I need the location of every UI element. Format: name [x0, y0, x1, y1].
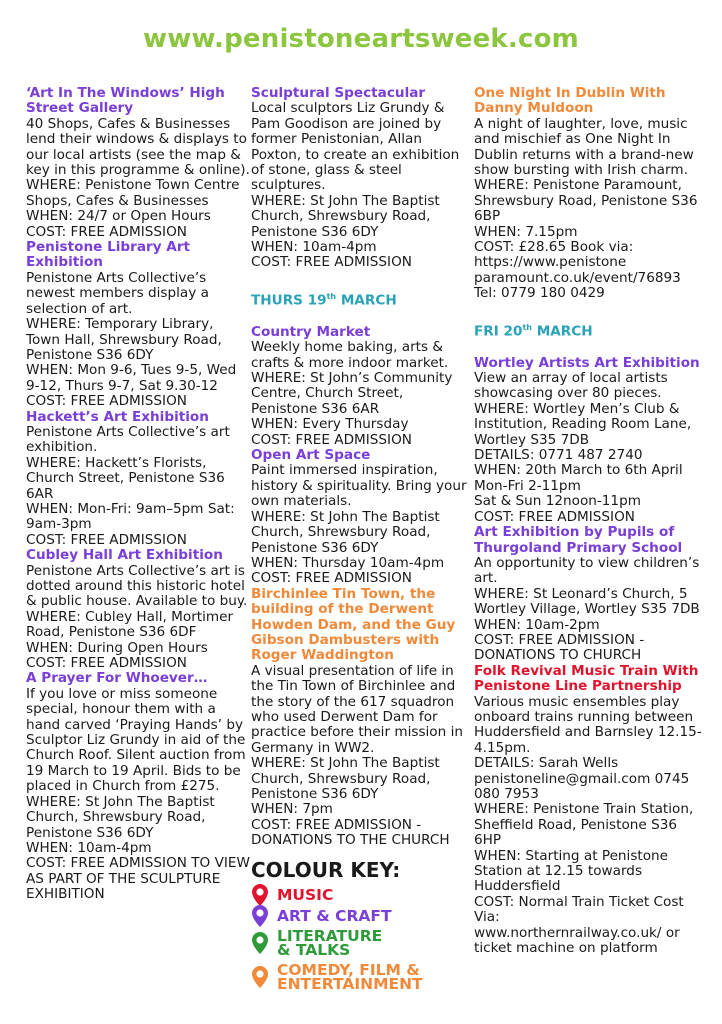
event-detail-line: A night of laughter, love, music and mischief as One Night In Dublin returns with a brand-new show bursting with Irish charm. — [474, 115, 694, 179]
event-title: Birchinlee Tin Town, the building of the Derwent Howden Dam, and the Guy Gibson Dambusters with Roger Waddington — [251, 585, 456, 664]
event-detail-line: A visual presentation of life in the Tin Town of Birchinlee and the story of the 617 squadron who used Derwent Dam for practice before their mission in Germany in WW2. — [251, 662, 463, 756]
key-label-line: COMEDY, FILM & — [277, 961, 420, 980]
key-label-line: & TALKS — [277, 941, 351, 960]
event-block — [26, 240, 250, 409]
event-title: Sculptural Spectacular — [251, 85, 426, 101]
key-label: ART & CRAFT — [277, 906, 392, 925]
event-detail-line: WHEN: 20th March to 6th April Mon-Fri 2-11pm — [474, 462, 683, 494]
event-detail-line: COST: FREE ADMISSION — [251, 570, 412, 587]
key-item-art-craft — [251, 905, 473, 926]
event-block — [26, 671, 250, 902]
event-detail-line: WHERE: Temporary Library, Town Hall, Shrewsbury Road, Penistone S36 6DY — [26, 316, 222, 363]
event-detail-line: WHEN: 7.15pm — [474, 223, 578, 240]
day-heading-friday — [474, 320, 706, 340]
event-detail-line: WHEN: 7pm — [251, 801, 333, 818]
colour-key — [251, 884, 473, 994]
key-label: MUSIC — [277, 885, 334, 904]
event-block — [474, 86, 706, 302]
event-title: Hackett’s Art Exhibition — [26, 408, 209, 425]
event-detail-line: DETAILS: 0771 487 2740 — [474, 447, 643, 464]
column-middle — [251, 86, 473, 994]
event-detail-line: WHERE: St John The Baptist Church, Shrewsbury Road, Penistone S36 6DY — [251, 508, 440, 556]
event-title: Art Exhibition by Pupils of Thurgoland Primary School — [474, 524, 683, 556]
event-detail-line: View an array of local artists showcasing over 80 pieces. — [474, 370, 668, 402]
event-detail-line: WHERE: Penistone Town Centre Shops, Cafes & Businesses — [26, 177, 240, 209]
event-detail-line: COST: FREE ADMISSION - DONATIONS TO THE CHURCH — [251, 816, 450, 849]
column-right — [474, 86, 706, 956]
event-title: Country Market — [251, 323, 371, 340]
event-detail-line: WHEN: Starting at Penistone Station at 12.15 towards Huddersfield — [474, 847, 669, 895]
event-detail-line: Sat & Sun 12noon-11pm — [474, 493, 641, 510]
colour-key-title: COLOUR KEY: — [251, 857, 401, 882]
key-label — [277, 927, 383, 960]
event-title: Folk Revival Music Train With Penistone Line Partnership — [474, 662, 699, 695]
event-title: A Prayer For Whoever… — [26, 670, 208, 687]
day-heading-thursday — [251, 289, 473, 309]
event-detail-line: 40 Shops, Cafes & Businesses lend their windows & displays to our local artists (see the map & key in this programme & online). — [26, 115, 250, 179]
event-detail-line: WHERE: Penistone Train Station, Sheffield Road, Penistone S36 6HP — [474, 801, 694, 849]
event-detail-line: WHERE: St John The Baptist Church, Shrewsbury Road, Penistone S36 6DY — [251, 755, 440, 802]
key-label — [277, 961, 423, 994]
site-url[interactable]: www.penistoneartsweek.com — [143, 24, 579, 54]
event-detail-line: WHEN: 10am-4pm — [251, 239, 377, 256]
day-heading-prefix: FRI 20 — [474, 323, 523, 340]
event-title: Cubley Hall Art Exhibition — [26, 547, 223, 564]
event-detail-line: COST: FREE ADMISSION — [26, 655, 187, 672]
event-title: One Night In Dublin With Danny Muldoon — [474, 85, 666, 117]
event-detail-line: COST: £28.65 Book via: https://www.penistone paramount.co.uk/event/76893 Tel: 0779 180 0429 — [474, 239, 681, 302]
event-detail-line: www.northernrailway.co.uk/ or ticket machine on platform — [474, 924, 680, 957]
event-detail-line: WHEN: During Open Hours — [26, 639, 208, 656]
event-detail-line: WHEN: Mon-Fri: 9am–5pm Sat: 9am-3pm — [26, 500, 235, 533]
event-detail-line: WHEN: 10am-4pm — [26, 839, 152, 856]
event-detail-line: WHERE: St John’s Community Centre, Church Street, Penistone S36 6AR — [251, 370, 453, 417]
map-pin-icon — [251, 904, 269, 928]
event-detail-line: COST: Normal Train Ticket Cost Via: — [474, 893, 684, 926]
event-detail-line: COST: FREE ADMISSION — [251, 254, 412, 271]
event-detail-line: COST: FREE ADMISSION — [26, 531, 187, 548]
event-detail-line: WHEN: 10am-2pm — [474, 616, 600, 633]
event-block — [474, 664, 706, 957]
day-heading-suffix: MARCH — [336, 292, 397, 309]
event-detail-line: If you love or miss someone special, honour them with a hand carved ‘Praying Hands’ by Sculptor Liz Grundy in aid of the Church Roof. Silent auction from 19 March to 19 April. Bids to be placed in Church from £275. — [26, 685, 246, 795]
event-block — [474, 525, 706, 664]
event-detail-line: COST: FREE ADMISSION — [26, 393, 187, 410]
day-heading-sup: th — [522, 322, 532, 332]
day-heading-prefix: THURS 19 — [251, 292, 327, 309]
event-title: Penistone Library Art Exhibition — [26, 239, 191, 271]
event-block — [251, 86, 473, 271]
event-detail-line: WHERE: St John The Baptist Church, Shrewsbury Road, Penistone S36 6DY — [26, 793, 215, 841]
map-pin-icon — [251, 965, 269, 989]
event-detail-line: WHERE: St Leonard’s Church, 5 Wortley Village, Wortley S35 7DB — [474, 585, 700, 618]
map-pin-icon — [251, 931, 269, 955]
key-label-line: ENTERTAINMENT — [277, 975, 423, 994]
key-item-music — [251, 884, 473, 905]
event-detail-line: Various music ensembles play onboard trains running between Huddersfield and Barnsley 12.15-4.15pm. — [474, 693, 702, 756]
event-detail-line: Penistone Arts Collective’s art is dotted around this historic hotel & public house. Available to buy. — [26, 562, 248, 610]
event-detail-line: WHERE: Cubley Hall, Mortimer Road, Penistone S36 6DF — [26, 608, 234, 641]
event-detail-line: COST: FREE ADMISSION - DONATIONS TO CHURCH — [474, 631, 645, 664]
event-detail-line: COST: FREE ADMISSION — [26, 223, 187, 240]
event-detail-line: WHERE: Penistone Paramount, Shrewsbury Road, Penistone S36 6BP — [474, 177, 698, 225]
event-block — [474, 356, 706, 525]
day-heading-sup: th — [326, 291, 337, 301]
event-title: ‘Art In The Windows’ High Street Gallery — [26, 85, 225, 117]
event-detail-line: WHERE: Wortley Men’s Club & Institution, Reading Room Lane, Wortley S35 7DB — [474, 400, 692, 448]
event-detail-line: COST: FREE ADMISSION — [251, 431, 412, 448]
key-item-literature — [251, 926, 473, 960]
key-item-comedy — [251, 960, 473, 994]
event-block — [251, 587, 473, 849]
event-block — [26, 86, 250, 240]
column-left — [26, 86, 250, 903]
event-detail-line: WHEN: Every Thursday — [251, 416, 409, 433]
event-block — [26, 548, 250, 671]
event-detail-line: WHERE: Hackett’s Florists, Church Street, Penistone S36 6AR — [26, 454, 225, 502]
event-detail-line: COST: FREE ADMISSION TO VIEW AS PART OF THE SCULPTURE EXHIBITION — [26, 855, 250, 903]
event-detail-line: COST: FREE ADMISSION — [474, 508, 635, 525]
event-detail-line: Local sculptors Liz Grundy & Pam Goodison are joined by former Penistonian, Allan Poxton, to create an exhibition of stone, glass & steel sculptures. — [251, 100, 460, 194]
event-detail-line: WHERE: St John The Baptist Church, Shrewsbury Road, Penistone S36 6DY — [251, 192, 440, 240]
event-detail-line: WHEN: Mon 9-6, Tues 9-5, Wed 9-12, Thurs 9-7, Sat 9.30-12 — [26, 362, 237, 394]
event-block — [251, 448, 473, 587]
event-block — [26, 410, 250, 549]
event-detail-line: WHEN: 24/7 or Open Hours — [26, 208, 211, 225]
event-detail-line: Weekly home baking, arts & crafts & more indoor market. — [251, 339, 449, 371]
event-detail-line: WHEN: Thursday 10am-4pm — [251, 554, 445, 571]
day-heading-suffix: MARCH — [532, 323, 593, 340]
event-title: Open Art Space — [251, 447, 371, 464]
event-block — [251, 325, 473, 448]
event-detail-line: DETAILS: Sarah Wells penistoneline@gmail.com 0745 080 7953 — [474, 755, 690, 802]
key-label-line: LITERATURE — [277, 927, 383, 946]
programme-columns — [0, 64, 722, 1024]
event-detail-line: An opportunity to view children’s art. — [474, 554, 700, 587]
event-detail-line: Paint immersed inspiration, history & spirituality. Bring your own materials. — [251, 462, 467, 510]
event-detail-line: Penistone Arts Collective’s newest members display a selection of art. — [26, 269, 209, 317]
event-detail-line: Penistone Arts Collective’s art exhibition. — [26, 423, 230, 456]
event-title: Wortley Artists Art Exhibition — [474, 354, 700, 371]
